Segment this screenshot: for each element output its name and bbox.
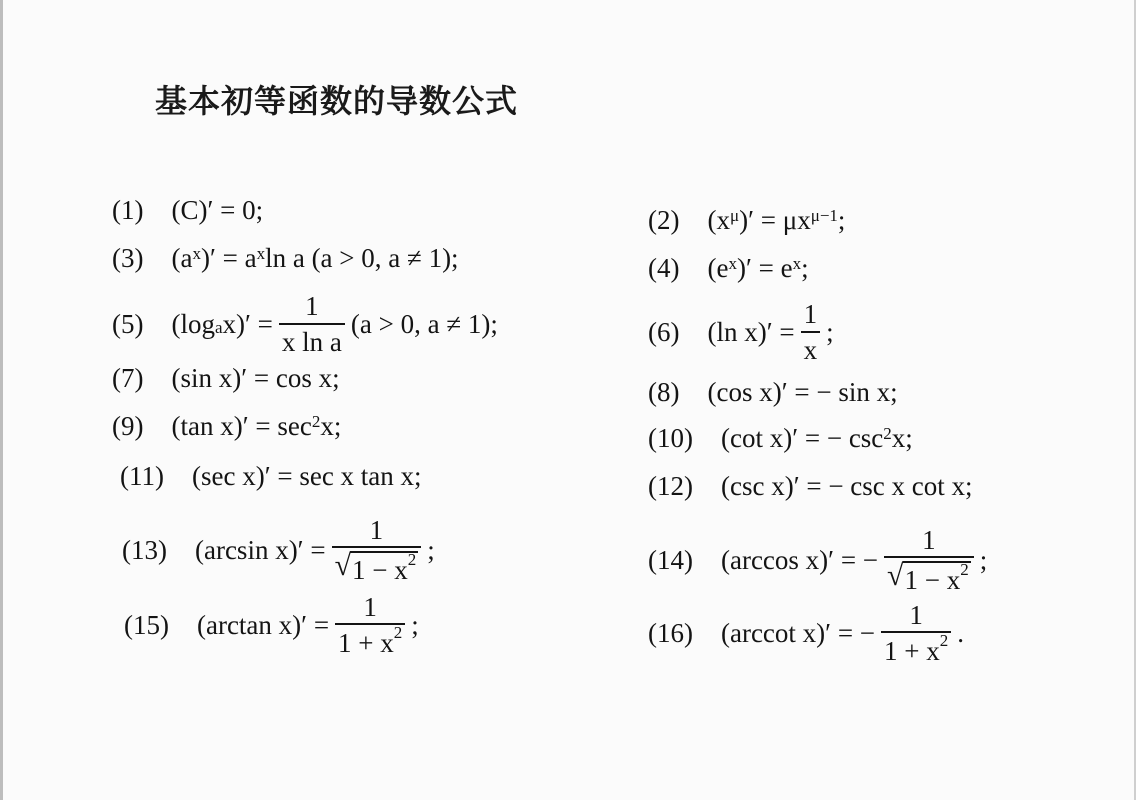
fraction: $\frac{1}{1 + x^2}$ bbox=[881, 601, 951, 666]
formula-expression: (x $^\mu$ )′ = μx $^{\mu-1}$ ; bbox=[707, 204, 846, 235]
fraction: $\frac{1}{\text{x ln a}}$ bbox=[279, 292, 345, 356]
formula-number: (5) bbox=[112, 308, 144, 339]
formula-14 bbox=[648, 520, 987, 600]
formula-4 bbox=[648, 238, 809, 298]
formula-expression: (sec x)′ = sec x tan x; bbox=[191, 460, 422, 491]
fraction: 1 √ $1 - x^2$ bbox=[884, 526, 974, 594]
formula-number: (9) bbox=[112, 410, 144, 441]
formula-6 bbox=[648, 299, 834, 365]
formula-expression: (arctan x)′ = $\frac{1}{1 + x^2}$ ; bbox=[196, 591, 419, 658]
formula-expression: (e $^x$ )′ = e $^x$ ; bbox=[707, 252, 809, 283]
formula-number: (6) bbox=[648, 316, 680, 347]
formula-number: (11) bbox=[120, 460, 164, 491]
fraction: 1 √ $1 - x^2$ bbox=[332, 516, 422, 584]
fraction: $\frac{1}{1 + x^2}$ bbox=[335, 593, 405, 658]
formula-12 bbox=[648, 456, 973, 516]
formula-5 bbox=[112, 291, 498, 357]
page-edge-left bbox=[0, 0, 3, 800]
formula-expression: (csc x)′ = − csc x cot x; bbox=[720, 470, 973, 501]
formula-number: (7) bbox=[112, 362, 144, 393]
square-root: √ $1 - x^2$ bbox=[334, 549, 417, 586]
formula-number: (4) bbox=[648, 252, 680, 283]
formula-expression: (arccot x)′ = − $\frac{1}{1 + x^2}$ . bbox=[720, 599, 965, 666]
formula-expression: (arccos x)′ = − 1 √ $1 - x^2$ ; bbox=[720, 524, 988, 596]
formula-number: (13) bbox=[122, 534, 167, 565]
formula-number: (14) bbox=[648, 544, 693, 575]
formula-number: (15) bbox=[124, 609, 169, 640]
formula-13 bbox=[122, 510, 435, 590]
page-title: 基本初等函数的导数公式 bbox=[155, 82, 519, 120]
formula-expression: (sin x)′ = cos x; bbox=[171, 362, 340, 393]
formula-number: (1) bbox=[112, 194, 144, 225]
formula-expression: (C)′ = 0; bbox=[171, 194, 264, 225]
formula-expression: (cos x)′ = − sin x; bbox=[707, 376, 898, 407]
formula-expression: (tan x)′ = sec $^2$ x; bbox=[171, 410, 342, 441]
fraction: $\frac{1}{x}$ bbox=[801, 300, 821, 364]
formula-15 bbox=[124, 588, 419, 662]
formula-number: (8) bbox=[648, 376, 680, 407]
formula-3 bbox=[112, 228, 459, 288]
formula-number: (2) bbox=[648, 204, 680, 235]
formula-expression: (arcsin x)′ = 1 √ $1 - x^2$ ; bbox=[194, 514, 435, 586]
formula-11 bbox=[120, 446, 422, 506]
formula-number: (12) bbox=[648, 470, 693, 501]
formula-expression: (ln x)′ = $\frac{1}{x}$ ; bbox=[707, 299, 834, 365]
formula-expression: (a $^x$ )′ = a $^x$ ln a (a > 0, a ≠ 1); bbox=[171, 242, 459, 273]
formula-16 bbox=[648, 596, 964, 670]
square-root: √ $1 - x^2$ bbox=[887, 559, 969, 596]
formula-number: (3) bbox=[112, 242, 144, 273]
formula-number: (10) bbox=[648, 422, 693, 453]
formula-number: (16) bbox=[648, 617, 693, 648]
formula-expression: (cot x)′ = − csc $^2$ x; bbox=[720, 422, 913, 453]
formula-expression: (log $_a$ x)′ = $\frac{1}{\text{x ln a}}$ (a > 0, a ≠ 1); bbox=[171, 291, 498, 357]
